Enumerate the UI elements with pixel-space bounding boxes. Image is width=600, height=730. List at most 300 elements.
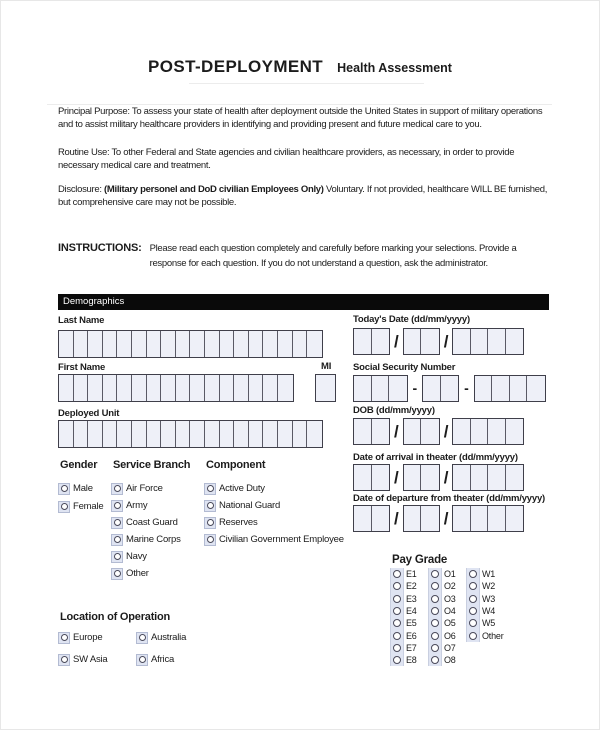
arrival-date-label: Date of arrival in theater (dd/mm/yyyy) [353, 452, 518, 463]
paygrade-option-w3[interactable] [466, 593, 504, 605]
date-box[interactable] [372, 465, 390, 490]
component-section-title: Component [206, 459, 266, 471]
char-box[interactable] [234, 421, 249, 447]
char-box[interactable] [147, 375, 162, 401]
date-box[interactable] [488, 329, 506, 354]
char-box[interactable] [278, 421, 293, 447]
group-separator: / [394, 422, 399, 441]
date-box[interactable] [492, 376, 510, 401]
gender-section-title: Gender [60, 459, 98, 471]
radio-circle-icon [61, 656, 68, 663]
paygrade-option-w2[interactable] [466, 580, 504, 592]
date-box[interactable] [421, 419, 439, 444]
date-box[interactable] [354, 376, 372, 401]
radio-circle-icon [61, 503, 68, 510]
radio-button-icon [204, 534, 216, 546]
radio-option-sw-asia[interactable] [58, 653, 108, 666]
radio-option-female[interactable] [58, 500, 103, 513]
char-box[interactable] [293, 421, 308, 447]
radio-button-icon [428, 629, 442, 641]
paygrade-option-label: W2 [482, 581, 496, 592]
paygrade-option-o3[interactable] [428, 593, 466, 605]
group-separator: - [412, 380, 418, 396]
pay-grade-column-o [428, 568, 466, 666]
radio-circle-icon [393, 607, 401, 615]
paygrade-option-o4[interactable] [428, 605, 466, 617]
radio-button-icon [111, 551, 123, 563]
radio-option-europe[interactable] [58, 631, 108, 644]
radio-button-icon [428, 654, 442, 666]
char-box[interactable] [117, 421, 132, 447]
radio-circle-icon [207, 485, 214, 492]
group-separator: - [464, 380, 469, 396]
date-box[interactable] [372, 506, 390, 531]
principal-purpose-text: Principal Purpose: To assess your state of health after deployment outside the United States in support of military operations and to assist military healthcare providers in identifying and providing present and future medical care to you. [58, 106, 543, 131]
radio-circle-icon [431, 570, 439, 578]
paygrade-option-e5[interactable] [390, 617, 428, 629]
paygrade-option-label: E7 [406, 642, 417, 653]
paygrade-option-o2[interactable] [428, 580, 466, 592]
radio-option-africa[interactable] [136, 653, 186, 666]
date-box-group [452, 464, 524, 491]
char-box[interactable] [190, 375, 205, 401]
paygrade-option-label: O8 [444, 655, 456, 666]
group-separator: / [443, 468, 449, 487]
paygrade-option-o6[interactable] [428, 629, 466, 641]
pay-grade-column-w [466, 568, 504, 666]
paygrade-option-label: W1 [482, 569, 496, 580]
date-box[interactable] [372, 419, 390, 444]
char-box[interactable] [176, 375, 191, 401]
radio-button-icon [428, 593, 442, 605]
routine-use-text: Routine Use: To other Federal and State agencies and civilian healthcare providers, as necessary, in order to provide necessary medical care and treatment. [58, 147, 515, 172]
date-box[interactable] [372, 376, 390, 401]
date-box-group [422, 375, 459, 402]
paygrade-option-other[interactable] [466, 629, 504, 641]
radio-option-civilian-government-employee[interactable] [204, 533, 344, 546]
radio-option-label: Navy [126, 551, 147, 562]
date-box[interactable] [421, 329, 439, 354]
char-box[interactable] [74, 421, 89, 447]
date-box[interactable] [471, 506, 489, 531]
date-box[interactable] [506, 419, 524, 444]
date-box-group [353, 418, 390, 445]
radio-button-icon [390, 617, 404, 629]
radio-button-icon [58, 501, 70, 513]
radio-circle-icon [469, 619, 477, 627]
group-separator: / [394, 509, 399, 528]
char-box[interactable] [59, 375, 74, 401]
radio-circle-icon [469, 570, 477, 578]
date-box[interactable] [404, 465, 422, 490]
paygrade-option-label: W3 [482, 593, 496, 604]
char-box[interactable] [278, 375, 293, 401]
radio-circle-icon [393, 632, 401, 640]
radio-circle-icon [207, 519, 214, 526]
radio-option-australia[interactable] [136, 631, 186, 644]
group-separator: / [443, 509, 449, 528]
page-title [1, 57, 599, 77]
todays-date-input[interactable] [353, 328, 524, 355]
radio-option-label: Active Duty [219, 483, 265, 494]
radio-circle-icon [469, 582, 477, 590]
char-box[interactable] [59, 331, 74, 357]
radio-circle-icon [431, 644, 439, 652]
radio-button-icon [390, 629, 404, 641]
radio-circle-icon [431, 619, 439, 627]
radio-button-icon [466, 580, 480, 592]
radio-button-icon [390, 593, 404, 605]
char-box[interactable] [88, 375, 103, 401]
radio-circle-icon [469, 595, 477, 603]
radio-circle-icon [114, 502, 121, 509]
date-box-group [403, 464, 440, 491]
departure-date-input[interactable] [353, 505, 524, 532]
radio-button-icon [428, 617, 442, 629]
gender-radio-group [58, 482, 103, 518]
radio-button-icon [390, 568, 404, 580]
radio-option-label: Reserves [219, 517, 258, 528]
deployed-unit-label: Deployed Unit [58, 408, 120, 419]
char-box[interactable] [220, 375, 235, 401]
char-box[interactable] [74, 331, 89, 357]
dob-input[interactable] [353, 418, 524, 445]
char-box[interactable] [205, 421, 220, 447]
date-box[interactable] [488, 419, 506, 444]
instructions-label: INSTRUCTIONS: [58, 242, 142, 254]
service-branch-radio-group [111, 482, 181, 584]
char-box[interactable] [117, 331, 132, 357]
date-box[interactable] [404, 506, 422, 531]
radio-option-label: Female [73, 501, 104, 512]
radio-circle-icon [469, 607, 477, 615]
instructions-block [58, 242, 550, 271]
radio-circle-icon [139, 656, 146, 663]
paygrade-option-label: E8 [406, 655, 417, 666]
char-box[interactable] [132, 375, 147, 401]
date-box[interactable] [453, 329, 471, 354]
paygrade-option-label: O4 [444, 606, 456, 617]
date-box[interactable] [506, 506, 524, 531]
group-separator: / [443, 332, 449, 351]
radio-button-icon [58, 632, 70, 644]
char-box[interactable] [249, 421, 264, 447]
radio-circle-icon [393, 656, 401, 664]
date-box[interactable] [453, 465, 471, 490]
date-box-group [403, 418, 440, 445]
paygrade-option-label: O2 [444, 581, 456, 592]
date-box[interactable] [389, 376, 407, 401]
paygrade-option-o8[interactable] [428, 654, 466, 666]
radio-option-label: Other [126, 568, 149, 579]
instructions-text: Please read each question completely and carefully before marking your selections. Provide a response for each question. If you do not understand a question, ask the administrator. [149, 243, 517, 269]
disclosure-paragraph [58, 183, 552, 209]
paygrade-option-label: W5 [482, 618, 496, 629]
dob-label: DOB (dd/mm/yyyy) [353, 405, 435, 416]
radio-button-icon [204, 483, 216, 495]
radio-button-icon [466, 629, 480, 641]
radio-option-label: National Guard [219, 500, 281, 511]
date-box-group [403, 328, 440, 355]
char-box[interactable] [176, 331, 191, 357]
radio-button-icon [390, 642, 404, 654]
radio-button-icon [204, 517, 216, 529]
radio-option-label: Army [126, 500, 148, 511]
paygrade-option-w1[interactable] [466, 568, 504, 580]
radio-option-active-duty[interactable] [204, 482, 344, 495]
radio-button-icon [390, 654, 404, 666]
radio-circle-icon [431, 582, 439, 590]
date-box[interactable] [421, 506, 439, 531]
date-box[interactable] [506, 329, 524, 354]
char-box[interactable] [278, 331, 293, 357]
paygrade-option-label: E3 [406, 593, 417, 604]
radio-button-icon [111, 568, 123, 580]
paygrade-option-e4[interactable] [390, 605, 428, 617]
page-title-sub: Health Assessment [337, 61, 452, 75]
paygrade-option-o7[interactable] [428, 642, 466, 654]
radio-option-label: Civilian Government Employee [219, 534, 344, 545]
location-radio-group-col1 [58, 631, 108, 675]
radio-option-navy[interactable] [111, 550, 181, 563]
ssn-input[interactable] [353, 375, 546, 402]
scan-artifact-line [189, 83, 424, 84]
page-title-main: POST-DEPLOYMENT [148, 57, 324, 76]
paygrade-option-e7[interactable] [390, 642, 428, 654]
paygrade-option-label: O1 [444, 569, 456, 580]
radio-circle-icon [393, 570, 401, 578]
radio-circle-icon [114, 485, 121, 492]
pay-grade-section-title: Pay Grade [392, 554, 448, 566]
radio-option-national-guard[interactable] [204, 499, 344, 512]
char-box[interactable] [59, 421, 74, 447]
paygrade-option-o5[interactable] [428, 617, 466, 629]
radio-circle-icon [393, 644, 401, 652]
date-box[interactable] [421, 465, 439, 490]
radio-option-label: Europe [73, 632, 103, 643]
char-box[interactable] [234, 375, 249, 401]
paygrade-option-label: Other [482, 630, 504, 641]
char-box[interactable] [132, 331, 147, 357]
paygrade-option-w4[interactable] [466, 605, 504, 617]
radio-button-icon [390, 580, 404, 592]
paygrade-option-w5[interactable] [466, 617, 504, 629]
date-box[interactable] [354, 465, 372, 490]
radio-circle-icon [431, 656, 439, 664]
radio-button-icon [466, 605, 480, 617]
todays-date-label: Today's Date (dd/mm/yyyy) [353, 314, 470, 325]
char-box[interactable] [263, 331, 278, 357]
paygrade-option-e6[interactable] [390, 629, 428, 641]
last-name-label: Last Name [58, 315, 105, 326]
service-branch-section-title: Service Branch [113, 459, 191, 471]
routine-use-paragraph [58, 146, 552, 172]
radio-button-icon [111, 483, 123, 495]
radio-button-icon [428, 580, 442, 592]
char-box[interactable] [88, 331, 103, 357]
paygrade-option-label: E2 [406, 581, 417, 592]
radio-button-icon [428, 605, 442, 617]
char-box[interactable] [117, 375, 132, 401]
radio-circle-icon [114, 519, 121, 526]
char-box[interactable] [161, 421, 176, 447]
date-box-group [353, 328, 390, 355]
char-box[interactable] [307, 331, 322, 357]
disclosure-rest: Voluntary. If not provided, healthcare WILL BE furnished, but comprehensive care may not be possible. [58, 184, 548, 209]
paygrade-option-e2[interactable] [390, 580, 428, 592]
date-box[interactable] [354, 506, 372, 531]
radio-circle-icon [207, 536, 214, 543]
char-box[interactable] [263, 421, 278, 447]
date-box[interactable] [423, 376, 441, 401]
radio-circle-icon [61, 485, 68, 492]
date-box[interactable] [354, 329, 372, 354]
date-box-group [452, 505, 524, 532]
date-box[interactable] [475, 376, 493, 401]
char-box[interactable] [103, 375, 118, 401]
radio-button-icon [111, 500, 123, 512]
paygrade-option-o1[interactable] [428, 568, 466, 580]
radio-option-label: Air Force [126, 483, 163, 494]
char-box[interactable] [161, 375, 176, 401]
char-box[interactable] [190, 331, 205, 357]
deployed-unit-input[interactable] [58, 420, 323, 448]
ssn-label: Social Security Number [353, 362, 456, 373]
first-name-input[interactable] [58, 374, 294, 402]
date-box[interactable] [510, 376, 528, 401]
char-box[interactable] [220, 331, 235, 357]
radio-circle-icon [114, 536, 121, 543]
char-box[interactable] [147, 421, 162, 447]
radio-option-other[interactable] [111, 567, 181, 580]
pay-grade-radio-group [390, 568, 504, 666]
radio-option-label: Male [73, 483, 93, 494]
char-box[interactable] [220, 421, 235, 447]
radio-circle-icon [393, 619, 401, 627]
radio-button-icon [428, 568, 442, 580]
date-box[interactable] [471, 329, 489, 354]
char-box[interactable] [190, 421, 205, 447]
radio-option-army[interactable] [111, 499, 181, 512]
char-box[interactable] [147, 331, 162, 357]
char-box[interactable] [176, 421, 191, 447]
location-section-title: Location of Operation [60, 611, 171, 623]
paygrade-option-label: O7 [444, 642, 456, 653]
date-box[interactable] [453, 419, 471, 444]
date-box-group [353, 505, 390, 532]
demographics-section-header: Demographics [58, 294, 549, 310]
char-box[interactable] [205, 375, 220, 401]
radio-button-icon [136, 632, 148, 644]
char-box[interactable] [293, 331, 308, 357]
radio-button-icon [111, 517, 123, 529]
radio-circle-icon [114, 553, 121, 560]
date-box-group [452, 418, 524, 445]
radio-circle-icon [139, 634, 146, 641]
radio-option-marine-corps[interactable] [111, 533, 181, 546]
departure-date-label: Date of departure from theater (dd/mm/yyyy) [353, 493, 545, 504]
char-box[interactable] [161, 331, 176, 357]
radio-option-coast-guard[interactable] [111, 516, 181, 529]
char-box[interactable] [132, 421, 147, 447]
radio-option-air-force[interactable] [111, 482, 181, 495]
group-separator: / [394, 332, 399, 351]
char-box[interactable] [316, 375, 335, 401]
radio-circle-icon [114, 570, 121, 577]
radio-button-icon [428, 642, 442, 654]
date-box[interactable] [453, 506, 471, 531]
char-box[interactable] [88, 421, 103, 447]
date-box[interactable] [404, 419, 422, 444]
date-box-group [403, 505, 440, 532]
date-box[interactable] [354, 419, 372, 444]
radio-button-icon [466, 568, 480, 580]
char-box[interactable] [234, 331, 249, 357]
date-box[interactable] [488, 465, 506, 490]
radio-circle-icon [393, 582, 401, 590]
char-box[interactable] [249, 375, 264, 401]
first-name-label: First Name [58, 362, 106, 373]
radio-circle-icon [469, 632, 477, 640]
paygrade-option-label: E1 [406, 569, 417, 580]
mi-input[interactable] [315, 374, 336, 402]
radio-option-label: Coast Guard [126, 517, 178, 528]
date-box-group [353, 375, 408, 402]
radio-button-icon [390, 605, 404, 617]
char-box[interactable] [307, 421, 322, 447]
char-box[interactable] [263, 375, 278, 401]
date-box[interactable] [372, 329, 390, 354]
last-name-input[interactable] [58, 330, 323, 358]
radio-circle-icon [431, 595, 439, 603]
radio-button-icon [466, 593, 480, 605]
date-box-group [474, 375, 546, 402]
arrival-date-input[interactable] [353, 464, 524, 491]
radio-button-icon [111, 534, 123, 546]
location-radio-group-col2 [136, 631, 186, 675]
radio-button-icon [58, 654, 70, 666]
char-box[interactable] [103, 421, 118, 447]
radio-circle-icon [431, 632, 439, 640]
date-box[interactable] [488, 506, 506, 531]
radio-option-reserves[interactable] [204, 516, 344, 529]
date-box[interactable] [527, 376, 545, 401]
char-box[interactable] [205, 331, 220, 357]
paygrade-option-label: O3 [444, 593, 456, 604]
paygrade-option-e8[interactable] [390, 654, 428, 666]
date-box[interactable] [404, 329, 422, 354]
radio-option-label: Australia [151, 632, 187, 643]
paygrade-option-label: O5 [444, 618, 456, 629]
date-box[interactable] [471, 419, 489, 444]
radio-circle-icon [207, 502, 214, 509]
char-box[interactable] [249, 331, 264, 357]
radio-circle-icon [431, 607, 439, 615]
date-box-group [353, 464, 390, 491]
paygrade-option-label: E4 [406, 606, 417, 617]
paygrade-option-e3[interactable] [390, 593, 428, 605]
pay-grade-column-e [390, 568, 428, 666]
paygrade-option-e1[interactable] [390, 568, 428, 580]
mi-label: MI [321, 361, 332, 372]
char-box[interactable] [103, 331, 118, 357]
date-box[interactable] [506, 465, 524, 490]
char-box[interactable] [74, 375, 89, 401]
radio-option-male[interactable] [58, 482, 103, 495]
date-box[interactable] [441, 376, 459, 401]
date-box[interactable] [471, 465, 489, 490]
group-separator: / [443, 422, 449, 441]
